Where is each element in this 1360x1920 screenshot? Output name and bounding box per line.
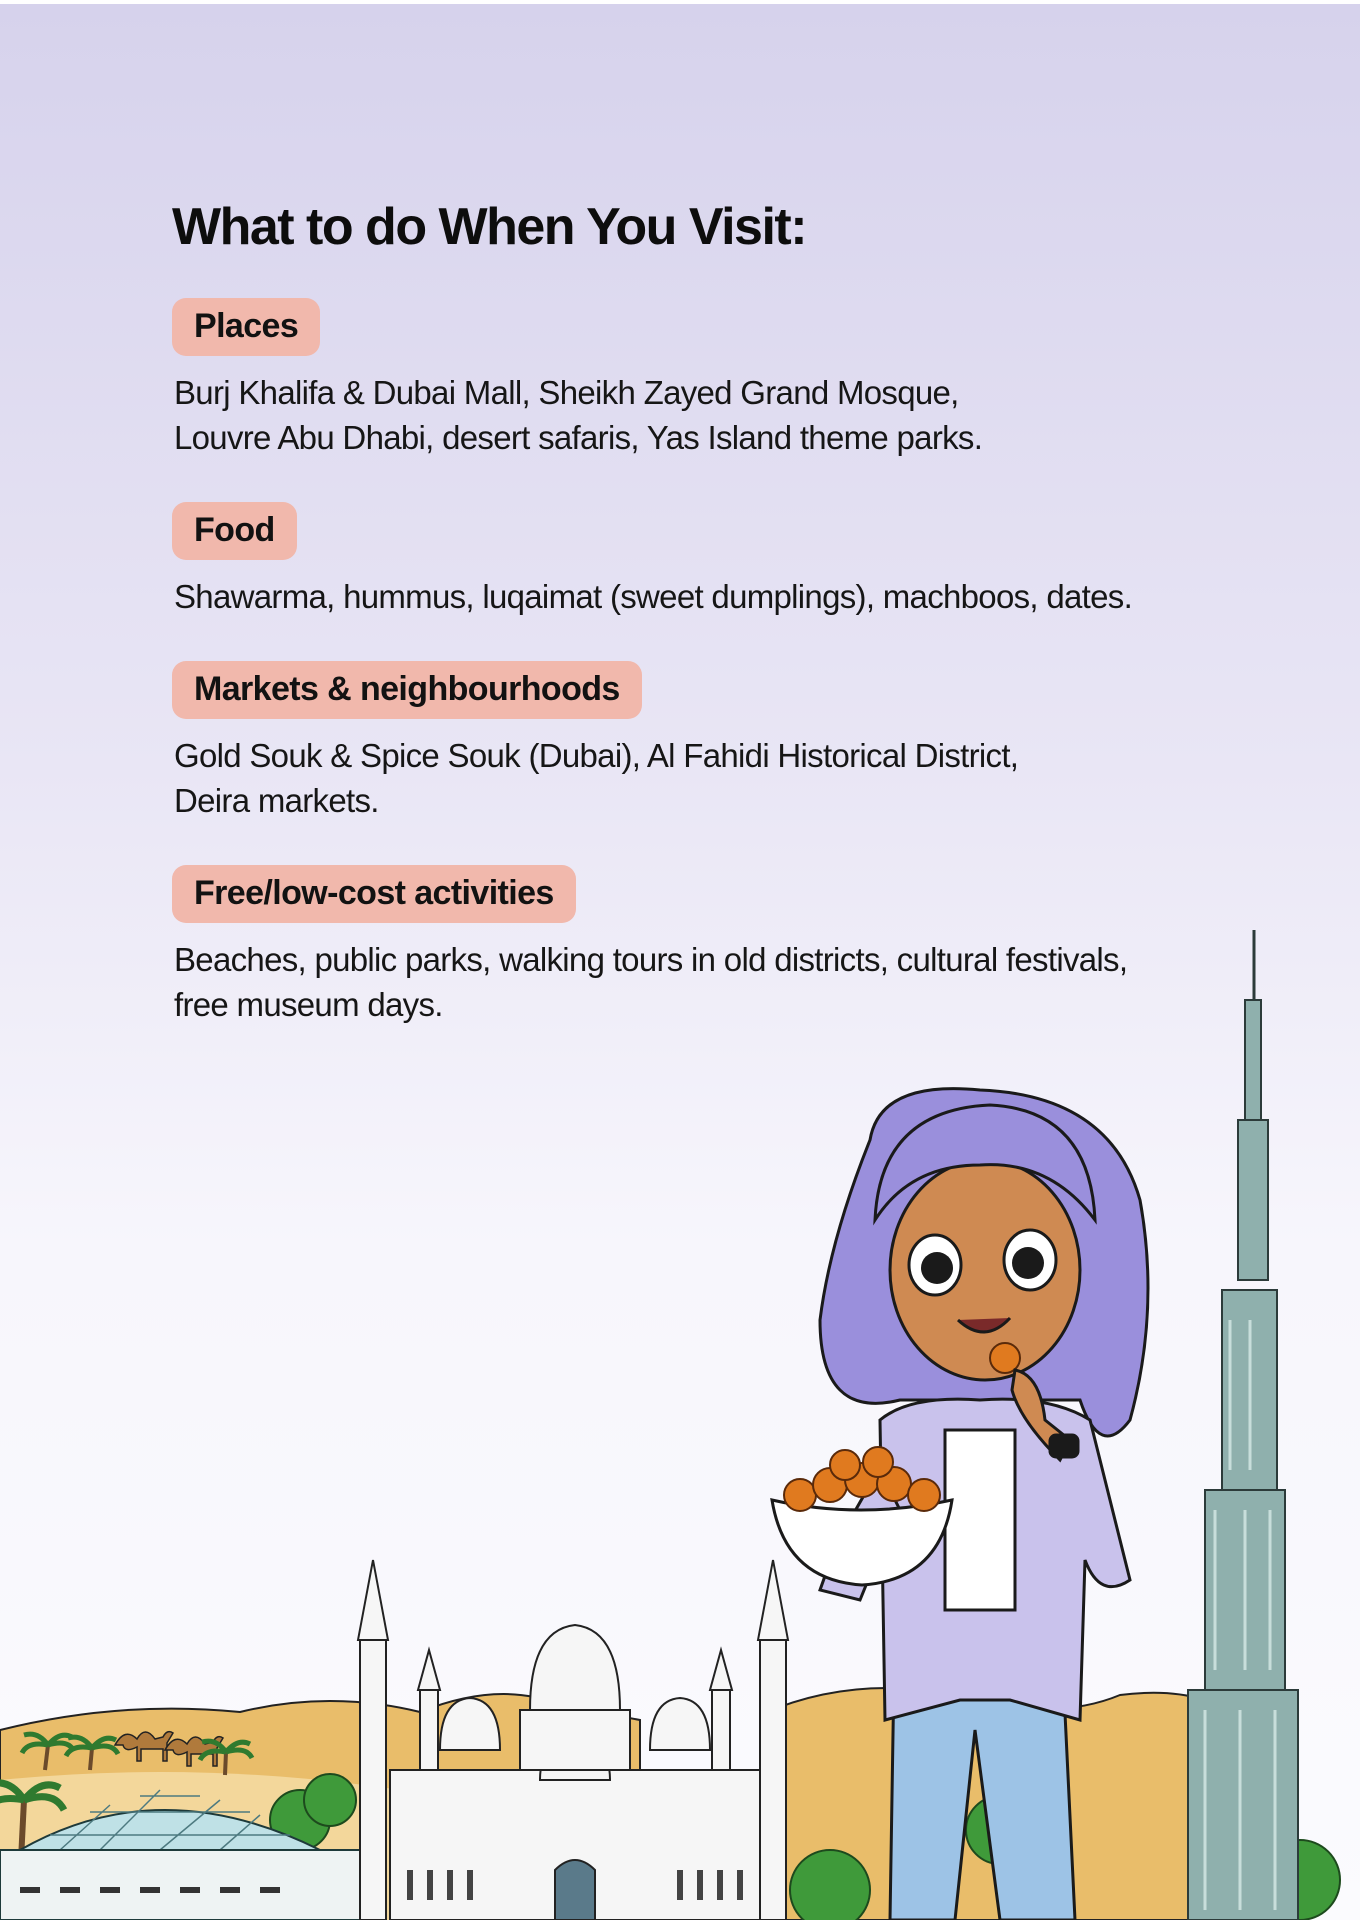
places-text: Burj Khalifa & Dubai Mall, Sheikh Zayed Grand Mosque, Louvre Abu Dhabi, desert safaris, Yas Island theme parks. xyxy=(174,374,983,456)
burj-khalifa-icon xyxy=(1188,930,1298,1920)
markets-badge: Markets & neighbourhoods xyxy=(172,661,642,719)
food-badge: Food xyxy=(172,502,297,560)
section-food xyxy=(172,502,1252,619)
grand-mosque-icon xyxy=(358,1560,788,1920)
free-activities-badge: Free/low-cost activities xyxy=(172,865,576,923)
places-badge: Places xyxy=(172,298,320,356)
page-title: What to do When You Visit: xyxy=(172,198,807,256)
dubai-scene-illustration xyxy=(0,920,1360,1920)
markets-text: Gold Souk & Spice Souk (Dubai), Al Fahidi Historical District, Deira markets. xyxy=(174,737,1019,819)
free-activities-text: Beaches, public parks, walking tours in old districts, cultural festivals, free museum days. xyxy=(174,941,1128,1023)
section-places xyxy=(172,298,1252,460)
content xyxy=(172,196,1252,1027)
food-text: Shawarma, hummus, luqaimat (sweet dumplings), machboos, dates. xyxy=(174,578,1133,615)
top-strip xyxy=(0,0,1360,4)
section-markets xyxy=(172,661,1252,823)
